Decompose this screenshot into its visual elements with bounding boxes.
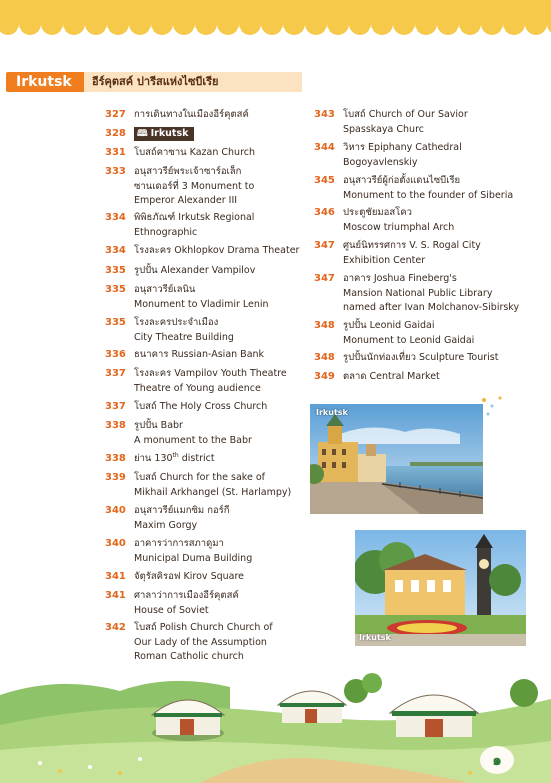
entry-line: ประตูชัยมอสโคว	[343, 207, 412, 218]
entry-line: House of Soviet	[134, 604, 209, 616]
entry-line: พิพิธภัณฑ์ Irkutsk Regional	[134, 212, 255, 223]
photo-embankment	[310, 404, 483, 514]
entry-line: อนุสาวรีย์แมกซิม กอร์กี	[134, 505, 230, 516]
entry-line: ตลาด Central Market	[343, 371, 440, 382]
page-number: 344	[314, 142, 335, 153]
entry-line: จัตุรัสคิรอฟ Kirov Square	[134, 571, 245, 582]
entry-line: Monument to Vladimir Lenin	[134, 298, 269, 310]
entry-line: Our Lady of the Assumption	[134, 636, 267, 648]
page-number-badge: ๑	[480, 746, 514, 774]
page-number: 338	[105, 453, 126, 464]
entry-line: Emperor Alexander III	[134, 195, 238, 206]
entry-line: A monument to the Babr	[134, 434, 252, 446]
entry-line: โรงละคร Okhlopkov Drama Theater	[134, 245, 300, 256]
entry-line: โบสถ์ Church of Our Savior	[343, 109, 468, 120]
page-number: 347	[314, 240, 335, 251]
entry-line: Spasskaya Churc	[343, 123, 424, 135]
entry-line: Mikhail Arkhangel (St. Harlampy)	[134, 486, 292, 498]
entry-line: Exhibition Center	[343, 254, 426, 266]
entry-line: ซานเดอร์ที่ 3 Monument to	[134, 180, 255, 192]
entry-line: Moscow triumphal Arch	[343, 221, 455, 233]
entry-line: City Theatre Building	[134, 331, 234, 343]
entry-line: อาคารว่าการสภาดูมา	[134, 538, 224, 549]
entry-line: Ethnographic	[134, 226, 198, 238]
page-number: 333	[105, 166, 126, 177]
page-number: 345	[314, 175, 335, 186]
entry-line: Bogoyavlenskiy	[343, 156, 418, 168]
page-number: 348	[314, 352, 335, 363]
page-number: 348	[314, 320, 335, 331]
photo-caption: Irkutsk	[359, 633, 391, 642]
entry-line: อนุสาวรีย์ผู้ก่อตั้งแดนไซบีเรีย	[343, 175, 461, 186]
entry-line: ธนาคาร Russian-Asian Bank	[134, 349, 265, 360]
page-number: 343	[314, 109, 335, 120]
entry-line: โรงละคร Vampilov Youth Theatre	[134, 368, 287, 379]
entry-line: อนุสาวรีย์เลนิน	[134, 284, 196, 295]
entry-line: รูปปั้น Alexander Vampilov	[134, 265, 256, 276]
photo-clock-tower	[355, 530, 526, 646]
clock-tower-illustration	[355, 530, 526, 646]
scalloped-top-band	[0, 0, 551, 46]
highlight-label	[134, 127, 194, 141]
page-number: 349	[314, 371, 335, 382]
city-name-th: อีร์คุตสค์ ปารีสแห่งไซบีเรีย	[84, 72, 302, 92]
entry-line: ย่าน 130th district	[134, 451, 215, 464]
entry-line: อาคาร Joshua Fineberg's	[343, 273, 457, 284]
entry-line: Roman Catholic church	[134, 651, 244, 662]
entry-line: named after Ivan Molchanov-Sibirsky	[343, 302, 520, 313]
embankment-illustration	[310, 404, 483, 514]
page-number: 335	[105, 284, 126, 295]
entry-line: โบสถ์คาซาน Kazan Church	[134, 147, 256, 158]
entry-line: Maxim Gorgy	[134, 519, 198, 531]
entry-line: วิหาร Epiphany Cathedral	[343, 142, 462, 153]
page-number: 336	[105, 349, 126, 360]
page-number: 335	[105, 317, 126, 328]
entry-line: Monument to the founder of Siberia	[343, 189, 514, 201]
entry-line: รูปปั้นนักท่องเที่ยว Sculpture Tourist	[343, 352, 499, 363]
entry-line: อนุสาวรีย์พระเจ้าซาร์อเล็ก	[134, 166, 242, 177]
book-icon: 🕮	[137, 129, 148, 139]
section-header	[6, 72, 302, 92]
footer-yurt-landscape	[0, 655, 551, 783]
page-number: 341	[105, 590, 126, 601]
yurt-middle	[278, 691, 346, 723]
entry-line: รูปปั้น Leonid Gaidai	[343, 320, 435, 331]
page-number: 338	[105, 420, 126, 431]
entry-line: Irkutsk	[150, 128, 189, 139]
page-number: 340	[105, 538, 126, 549]
entry-line: โบสถ์ Polish Church Church of	[134, 622, 273, 633]
entry-line: โบสถ์ Church for the sake of	[134, 472, 265, 483]
page-number: 337	[105, 401, 126, 412]
page-number: 339	[105, 472, 126, 483]
entry-line: โรงละครประจำเมือง	[134, 317, 219, 328]
entry-line: การเดินทางในเมืองอีร์คุตสค์	[134, 109, 249, 120]
yurt-right	[390, 695, 478, 737]
entry-line: ศูนย์นิทรรศการ V. S. Rogal City	[343, 240, 481, 251]
entry-line: โบสถ์ The Holy Cross Church	[134, 401, 268, 412]
entry-line: Monument to Leonid Gaidai	[343, 334, 475, 346]
page-number: 346	[314, 207, 335, 218]
page-number: 341	[105, 571, 126, 582]
entry-line: Municipal Duma Building	[134, 552, 253, 564]
entry-line: รูปปั้น Babr	[134, 420, 183, 431]
entry-line: ศาลาว่าการเมืองอีร์คุตสค์	[134, 590, 239, 601]
entry-line: Mansion National Public Library	[343, 287, 493, 299]
city-name-en: Irkutsk	[6, 72, 84, 92]
page-number: 331	[105, 147, 126, 158]
page-number: 334	[105, 245, 126, 256]
page-number: 347	[314, 273, 335, 284]
page-number: 342	[105, 622, 126, 633]
page-number: 328	[105, 128, 126, 139]
entry-line: Theatre of Young audience	[134, 382, 261, 394]
page-number: 335	[105, 265, 126, 276]
page-number: 340	[105, 505, 126, 516]
photo-caption: Irkutsk	[316, 408, 348, 417]
page-number: 334	[105, 212, 126, 223]
page-number: 337	[105, 368, 126, 379]
page-number: 327	[105, 109, 126, 120]
